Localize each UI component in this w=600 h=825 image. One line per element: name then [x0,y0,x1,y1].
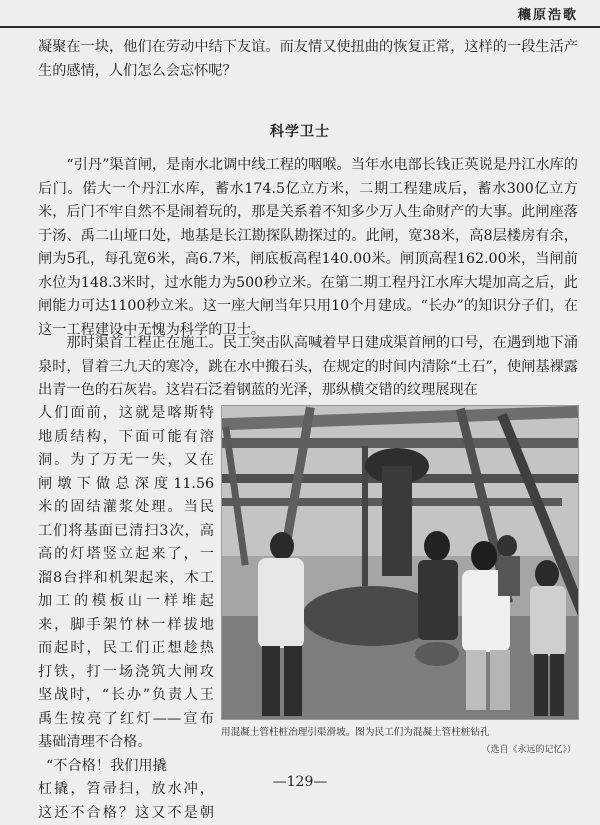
text-line: 而起时，民工们正想趁热 [38,637,214,661]
text-line: 禹生按亮了红灯——宣布 [38,708,214,732]
paragraph-1: “引丹”渠首闸，是南水北调中线工程的咽喉。当年水电部长钱正英说是丹江水库的后门。偌大一个丹江水库，蓄水174.5亿立方米，二期工程建成后，蓄水300亿立方米，后门不牢自然不是闹着玩的，那是关系着不知多少万人生命财产的大事。此闸座落于汤、禹二山垭口处，地基是长江勘探队勘探过的。此闸，宽38米，高8层楼房有余，闸为5孔，每孔宽6米，高6.7米，闸底板高程140.00米。闸顶高程162.00米，当闸前水位为148.3米时，过水能力为500秒立米。在第二期工程丹江水库大堤加高之后，此闸能力可达1100秒立米。这一座大闸当年只用10个月建成。“长办”的知识分子们，在这一工程建设中无愧为科学的卫士。 [38,154,578,342]
text-line: 人们面前，这就是喀斯特 [38,402,214,426]
photo-illustration [222,406,578,719]
text-line: 这还不合格？这又不是朝 [38,802,214,825]
text-line: 来，脚手架竹林一样拔地 [38,614,214,638]
text-line: 溜8台拌和机架起来，木工 [38,567,214,591]
text-line: 坚战时，“长办”负责人王 [38,684,214,708]
text-line: 打铁，打一场浇筑大闸攻 [38,661,214,685]
photo-caption: 用混凝土管柱桩治理引渠滑坡。图为民工们为混凝土管柱桩钻孔 [221,724,577,738]
intro-paragraph: 凝聚在一块，他们在劳动中结下友谊。而友情又使扭曲的恢复正常，这样的一段生活产生的感情，人们怎么会忘怀呢？ [38,36,578,83]
section-title: 科学卫士 [0,121,600,141]
photo-credit: （选自《永远的记忆》） [481,742,576,755]
text-line: 加工的模板山一样堆起 [38,590,214,614]
text-line: 杠撬，笤帚扫，放水冲， [38,778,214,802]
text-line: 工们将基面已清扫3次，高 [38,520,214,544]
page-number: —129— [0,774,600,790]
book-title: 穰原浩歌 [518,4,578,23]
text-line: 米的固结灌浆处理。当民 [38,496,214,520]
paragraph-2: 那时渠首工程正在施工。民工突击队高喊着早日建成渠首闸的口号，在遇到地下涌泉时，冒着三九天的寒冷，跳在水中搬石头，在规定的时间内清除“土石”，使闸基裸露出青一色的石灰岩。这岩石泛着钢蓝的光泽，那纵横交错的纹理展现在 [38,332,578,403]
header-rule [0,26,600,28]
text-line: 高的灯塔竖立起来了，一 [38,543,214,567]
construction-photo [221,405,579,720]
text-line: “不合格！我们用撬 [38,755,214,779]
text-line: 洞。为了万无一失，又在 [38,449,214,473]
text-line: 地质结构，下面可能有溶 [38,426,214,450]
text-line: 闸墩下做总深度11.56 [38,473,214,497]
text-line: 基础清理不合格。 [38,731,214,755]
narrow-column [38,402,214,825]
